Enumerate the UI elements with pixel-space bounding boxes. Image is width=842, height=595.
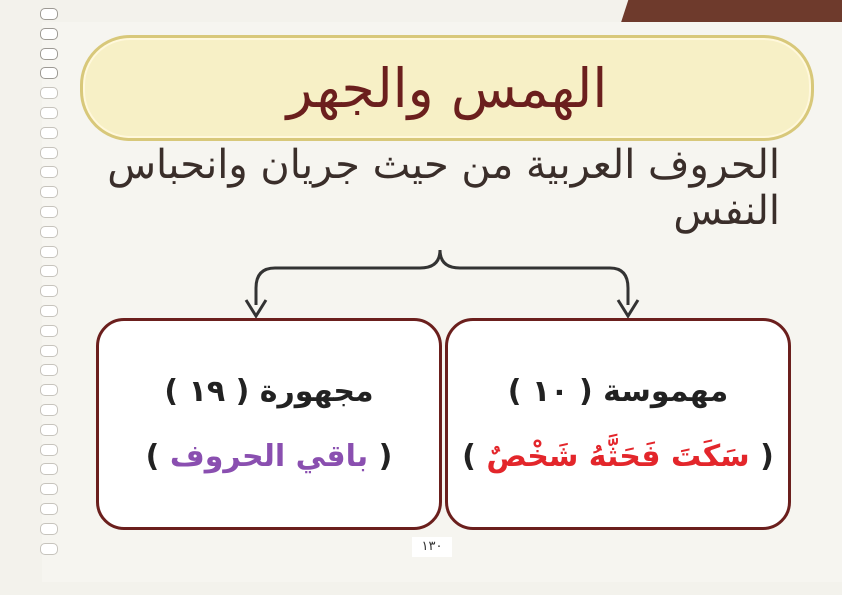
page-number: ١٣٠	[412, 537, 452, 557]
subtitle: الحروف العربية من حيث جريان وانحباس النفس	[107, 142, 780, 234]
voiced-letters-box	[96, 318, 442, 530]
page-title: الهمس والجهر	[286, 56, 608, 120]
whispered-letters-box	[445, 318, 791, 530]
whispered-letters-text: سَكَتَ فَحَثَّهُ شَخْصٌ	[486, 439, 750, 474]
right-branch-line	[440, 250, 628, 305]
voiced-letters-text: باقي الحروف	[169, 439, 369, 474]
voiced-count: مجهورة ( ١٩ )	[164, 374, 374, 409]
voiced-letters: ( باقي الحروف )	[145, 439, 393, 474]
whispered-count: مهموسة ( ١٠ )	[507, 374, 729, 409]
whispered-letters: ( سَكَتَ فَحَثَّهُ شَخْصٌ )	[462, 439, 774, 474]
left-branch-line	[256, 250, 440, 305]
